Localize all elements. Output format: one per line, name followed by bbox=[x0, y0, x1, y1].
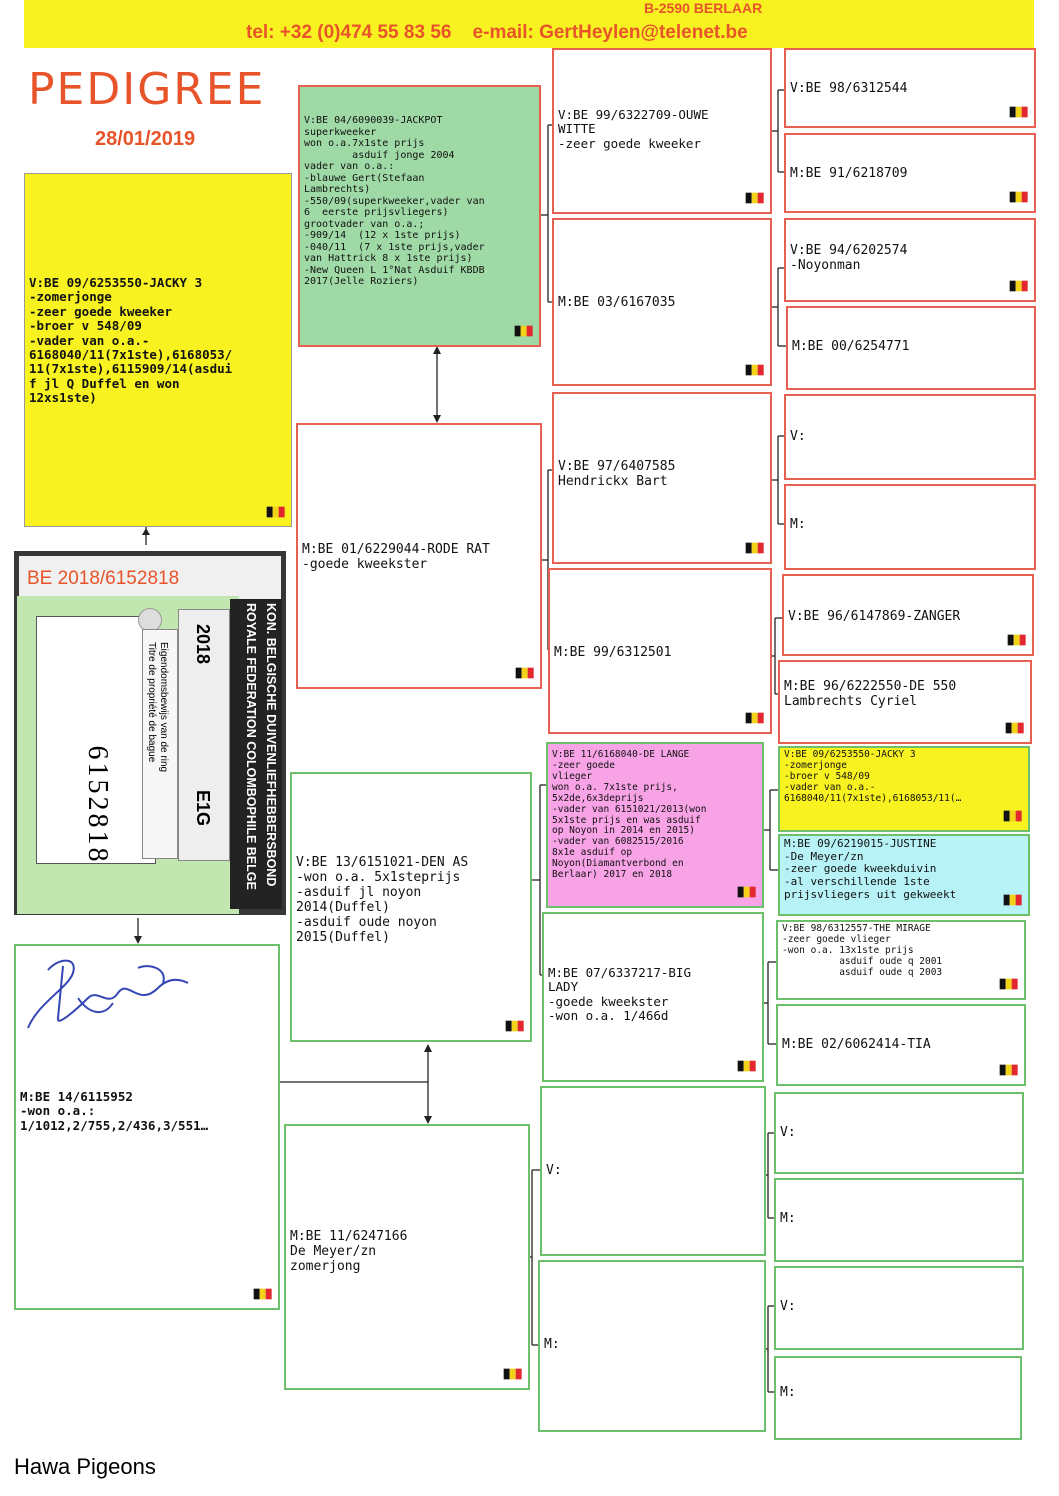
belgium-flag-icon bbox=[253, 1286, 273, 1302]
dam-of-dam-details: M:BE 11/6247166 De Meyer/zn zomerjong bbox=[290, 1229, 408, 1274]
gen4-dfmm-details: M:BE 02/6062414-TIA bbox=[782, 1037, 931, 1052]
belgium-flag-icon bbox=[1007, 632, 1027, 648]
gen4-box-dmfm bbox=[774, 1178, 1024, 1262]
pigeon-box bbox=[24, 173, 292, 527]
gen3-dmm-details: M: bbox=[544, 1337, 560, 1352]
watermark: Hawa Pigeons bbox=[14, 1454, 156, 1479]
belgium-flag-icon bbox=[745, 190, 765, 206]
gen4-box-dfmm bbox=[776, 1004, 1026, 1086]
ring-card-org-strip bbox=[230, 599, 282, 909]
gen3-fm-details: M:BE 03/6167035 bbox=[558, 295, 676, 310]
gen3-box-dfm bbox=[542, 912, 764, 1082]
gen4-fmf-details: V:BE 94/6202574 -Noyonman bbox=[790, 243, 908, 273]
gen4-dmmm-details: M: bbox=[780, 1385, 796, 1400]
ring-card-label-strip bbox=[142, 629, 178, 859]
org-nl: KON. BELGISCHE DUIVENLIEFHEBBERSBOND bbox=[264, 603, 278, 887]
dam-of-sire-box bbox=[296, 423, 542, 689]
belgium-flag-icon bbox=[266, 504, 286, 520]
belgium-flag-icon bbox=[745, 710, 765, 726]
org-fr: ROYALE FEDERATION COLOMBOPHILE BELGE bbox=[244, 603, 258, 890]
gen4-dfmf-details: V:BE 98/6312557-THE MIRAGE -zeer goede vlieger -won o.a. 13x1ste prijs asduif oude q 2001 asduif oude q 2003 bbox=[782, 923, 943, 978]
ring-card-number-panel bbox=[36, 616, 156, 864]
dam-of-dam-box bbox=[284, 1124, 530, 1390]
gen4-fmm-details: M:BE 00/6254771 bbox=[792, 339, 910, 354]
belgium-flag-icon bbox=[1003, 892, 1023, 908]
gen4-box-dmmm bbox=[774, 1356, 1022, 1440]
gen4-box-mmm bbox=[778, 660, 1032, 744]
address-cut: B-2590 BERLAAR bbox=[644, 0, 763, 16]
pedigree-date: 28/01/2019 bbox=[95, 128, 196, 150]
belgium-flag-icon bbox=[745, 540, 765, 556]
dam-details: M:BE 14/6115952 -won o.a.: 1/1012,2/755,2/436,3/551… bbox=[20, 1089, 209, 1133]
gen3-dfm-details: M:BE 07/6337217-BIG LADY -goede kweekster -won o.a. 1/466d bbox=[548, 965, 691, 1024]
gen4-box-fmf bbox=[784, 218, 1036, 302]
belgium-flag-icon bbox=[1003, 808, 1023, 824]
card-code: E1G bbox=[193, 790, 213, 827]
gen4-mmf-details: V:BE 96/6147869-ZANGER bbox=[788, 609, 961, 624]
gen4-box-mff bbox=[784, 394, 1036, 480]
gen3-ff-details: V:BE 99/6322709-OUWE WITTE -zeer goede kweeker bbox=[558, 107, 709, 151]
gen3-mm-details: M:BE 99/6312501 bbox=[554, 645, 672, 660]
gen4-dmfm-details: M: bbox=[780, 1211, 796, 1226]
gen3-box-dmf bbox=[540, 1086, 766, 1256]
belgium-flag-icon bbox=[1009, 278, 1029, 294]
gen3-box-ff bbox=[552, 48, 772, 214]
belgium-flag-icon bbox=[514, 323, 534, 339]
gen4-mff-details: V: bbox=[790, 429, 806, 444]
gen4-box-dfmf bbox=[776, 920, 1026, 1000]
gen3-box-fm bbox=[552, 218, 772, 386]
signature bbox=[18, 948, 198, 1048]
belgium-flag-icon bbox=[999, 976, 1019, 992]
gen4-mfm-details: M: bbox=[790, 517, 806, 532]
card-year: 2018 bbox=[193, 624, 213, 665]
label-nl: Eigendomsbewijs van de ring bbox=[158, 642, 169, 773]
belgium-flag-icon bbox=[505, 1018, 525, 1034]
gen4-box-mmf bbox=[782, 574, 1034, 656]
label-fr: Titre de propriété de bague bbox=[146, 642, 157, 763]
belgium-flag-icon bbox=[999, 1062, 1019, 1078]
gen4-box-fff bbox=[784, 48, 1036, 128]
gen3-box-mm bbox=[548, 568, 772, 734]
gen4-box-dmff bbox=[774, 1092, 1024, 1174]
gen3-mf-details: V:BE 97/6407585 Hendrickx Bart bbox=[558, 459, 676, 489]
gen3-dff-details: V:BE 11/6168040-DE LANGE -zeer goede vlieger won o.a. 7x1ste prijs, 5x2de,6x3deprijs -vader van 6151021/2013(won 5x1ste prijs en was asduif op Noyon in 2014 en 2015) -vader van 6082515/2016 8x1e asduif op Noyon(Diamantverbond en Berlaar) 2017 en 2018 bbox=[552, 749, 707, 881]
gen3-box-mf bbox=[552, 392, 772, 564]
sire-of-dam-details: V:BE 13/6151021-DEN AS -won o.a. 5x1steprijs -asduif jl noyon 2014(Duffel) -asduif oude noyon 2015(Duffel) bbox=[296, 855, 469, 945]
gen4-box-mfm bbox=[784, 484, 1036, 570]
gen3-box-dmm bbox=[538, 1260, 766, 1432]
gen4-mmm-details: M:BE 96/6222550-DE 550 Lambrechts Cyriel bbox=[784, 679, 957, 709]
belgium-flag-icon bbox=[737, 1058, 757, 1074]
sire-details: V:BE 04/6090039-JACKPOT superkweeker won o.a.7x1ste prijs asduif jonge 2004 vader van o.a.: -blauwe Gert(Stefaan Lambrechts) -550/09(superkweeker,vader van 6 eerste prijsvliegers) grootvader van o.a.; -909/14 (12 x 1ste prijs) -040/11 (7 x 1ste prijs,vader van Hattrick 8 x 1ste prijs) -New Queen L 1°Nat Asduif KBDB 2017(Jelle Roziers) bbox=[304, 115, 485, 287]
ring-card bbox=[14, 551, 286, 915]
gen4-dmff-details: V: bbox=[780, 1125, 796, 1140]
page-title: PEDIGREE bbox=[28, 64, 266, 115]
belgium-flag-icon bbox=[745, 362, 765, 378]
belgium-flag-icon bbox=[503, 1366, 523, 1382]
belgium-flag-icon bbox=[737, 884, 757, 900]
gen4-dffm-details: M:BE 09/6219015-JUSTINE -De Meyer/zn -zeer goede kweekduivin -al verschillende 1ste prijsvliegers uit gekweekt bbox=[784, 837, 957, 901]
ring-number: BE 2018/6152818 bbox=[27, 568, 180, 589]
belgium-flag-icon bbox=[1005, 720, 1025, 736]
gen4-dfff-details: V:BE 09/6253550-JACKY 3 -zomerjonge -broer v 548/09 -vader van o.a.- 6168040/11(7x1ste),6168053/11(… bbox=[784, 749, 962, 804]
contact-line: tel: +32 (0)474 55 83 56 e-mail: GertHeylen@telenet.be bbox=[246, 22, 748, 43]
belgium-flag-icon bbox=[1009, 189, 1029, 205]
pigeon-details: V:BE 09/6253550-JACKY 3 -zomerjonge -zeer goede kweeker -broer v 548/09 -vader van o.a.- 6168040/11(7x1ste),6168053/ 11(7x1ste),6115909/14(asdui f jl Q Duffel en won 12xs1ste) bbox=[29, 275, 233, 405]
belgium-flag-icon bbox=[1009, 104, 1029, 120]
gen4-fff-details: V:BE 98/6312544 bbox=[790, 81, 908, 96]
gen3-dmf-details: V: bbox=[546, 1163, 562, 1178]
gen4-box-dmmf bbox=[774, 1266, 1024, 1350]
dam-of-sire-details: M:BE 01/6229044-RODE RAT -goede kweekster bbox=[302, 542, 490, 572]
gen4-dmmf-details: V: bbox=[780, 1299, 796, 1314]
gen4-box-dffm bbox=[778, 834, 1030, 916]
gen4-box-dfff bbox=[778, 746, 1030, 832]
gen4-ffm-details: M:BE 91/6218709 bbox=[790, 166, 908, 181]
belgium-flag-icon bbox=[515, 665, 535, 681]
gen4-box-ffm bbox=[784, 133, 1036, 213]
gen4-box-fmm bbox=[786, 306, 1036, 390]
ring-card-year-strip bbox=[178, 609, 230, 861]
sire-of-dam-box bbox=[290, 772, 532, 1042]
gen3-box-dff bbox=[546, 742, 764, 908]
card-number: 6152818 bbox=[82, 745, 113, 865]
sire-box bbox=[298, 85, 541, 347]
